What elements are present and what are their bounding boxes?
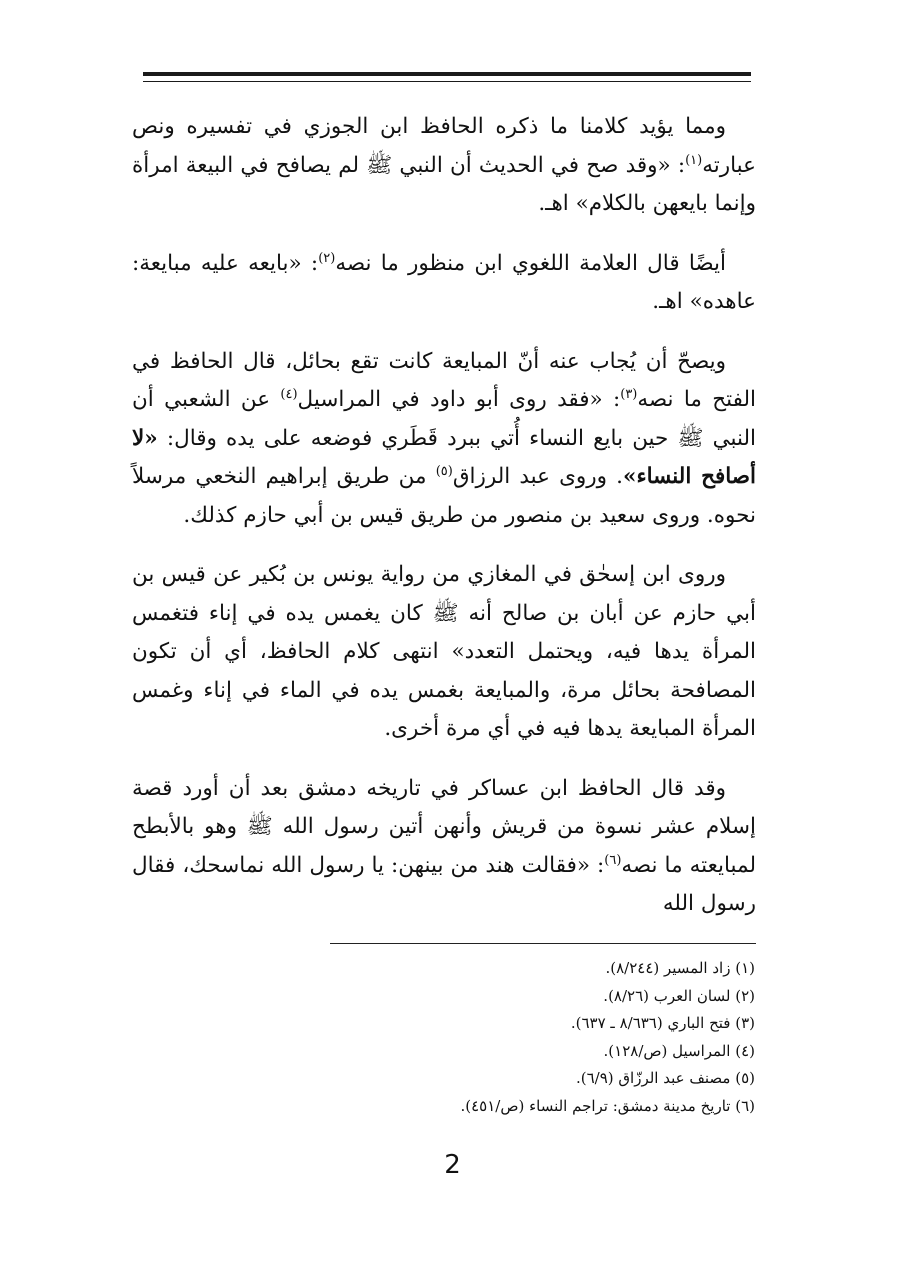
- header-rule-thick: [143, 72, 751, 76]
- footnote-1: (١) زاد المسير (٨/٢٤٤).: [605, 959, 755, 977]
- footnote-4: (٤) المراسيل (ص/١٢٨).: [603, 1041, 755, 1060]
- footnote-6: (٦) تاريخ مدينة دمشق: تراجم النساء (ص/٤٥١).: [460, 1096, 755, 1115]
- text-run: ومما يؤيد كلامنا ما ذكره الحافظ ابن الجوزي في تفسيره ونص عبارته: [132, 114, 756, 178]
- paragraph-5: [132, 770, 756, 924]
- footnote-marker: (٣): [620, 386, 638, 402]
- text-run: : «فقالت هند من بينهن: يا رسول الله نماسحك، فقال رسول الله: [132, 852, 756, 916]
- footnote-marker: (٢): [318, 250, 336, 266]
- page-number: 2: [444, 1150, 461, 1180]
- header-rule-thin: [143, 81, 751, 82]
- text-run: . وروى عبد الرزاق: [452, 464, 624, 489]
- text-run: من طريق إبراهيم النخعي مرسلاً نحوه. وروى سعيد بن منصور من طريق قيس بن أبي حازم كذلك.: [132, 464, 756, 528]
- bold-quote: «لا أصافح النساء»: [132, 425, 757, 489]
- paragraph-1: [132, 108, 756, 224]
- text-run: : «بايعه عليه مبايعة: عاهده» اهـ.: [132, 250, 756, 314]
- text-run: وقد قال الحافظ ابن عساكر في تاريخه دمشق بعد أن أورد قصة إسلام عشر نسوة من قريش وأنهن أتين رسول الله ﷺ وهو بالأبطح لمبايعته ما نصه: [132, 775, 756, 878]
- text-run: وروى ابن إسحٰق في المغازي من رواية يونس بن بُكير عن قيس بن أبي حازم عن أبان بن صالح أنه ﷺ كان يغمس يده في إناء فتغمس المرأة يدها فيه، ويحتمل التعدد» انتهى كلام الحافظ، أي أن تكون المصافحة بحائل مرة، والمبايعة بغمس يده في الماء في إناء وغمس المرأة المبايعة يدها فيه في أي مرة أخرى.: [132, 562, 756, 741]
- footnote-marker: (٤): [280, 386, 298, 402]
- text-run: : «وقد صح في الحديث أن النبي ﷺ لم يصافح في البيعة امرأة وإنما بايعهن بالكلام» اهـ.: [132, 152, 756, 216]
- footnote-marker: (١): [685, 152, 703, 168]
- paragraph-4: [132, 556, 756, 749]
- footnote-marker: (٦): [604, 852, 622, 868]
- main-text: [132, 108, 756, 945]
- text-run: أيضًا قال العلامة اللغوي ابن منظور ما نصه: [335, 250, 726, 276]
- text-run: ويصحّ أن يُجاب عنه أنّ المبايعة كانت تقع بحائل، قال الحافظ في الفتح ما نصه: [132, 348, 756, 412]
- footnote-separator: [330, 943, 756, 944]
- paragraph-3: [132, 343, 756, 536]
- text-run: عن الشعبي أن النبي ﷺ حين بايع النساء أُتي ببرد قَطَري فوضعه على يده وقال:: [132, 387, 756, 451]
- footnote-5: (٥) مصنف عبد الرزّاق (٦/٩).: [575, 1069, 755, 1087]
- footnote-2: (٢) لسان العرب (٨/٢٦).: [603, 986, 755, 1005]
- paragraph-2: [132, 245, 756, 322]
- footnote-marker: (٥): [435, 463, 453, 479]
- footnotes: [315, 955, 755, 1120]
- footnote-3: (٣) فتح الباري (٨/٦٣٦ ـ ٦٣٧).: [570, 1014, 755, 1032]
- text-run: : «فقد روى أبو داود في المراسيل: [297, 387, 621, 412]
